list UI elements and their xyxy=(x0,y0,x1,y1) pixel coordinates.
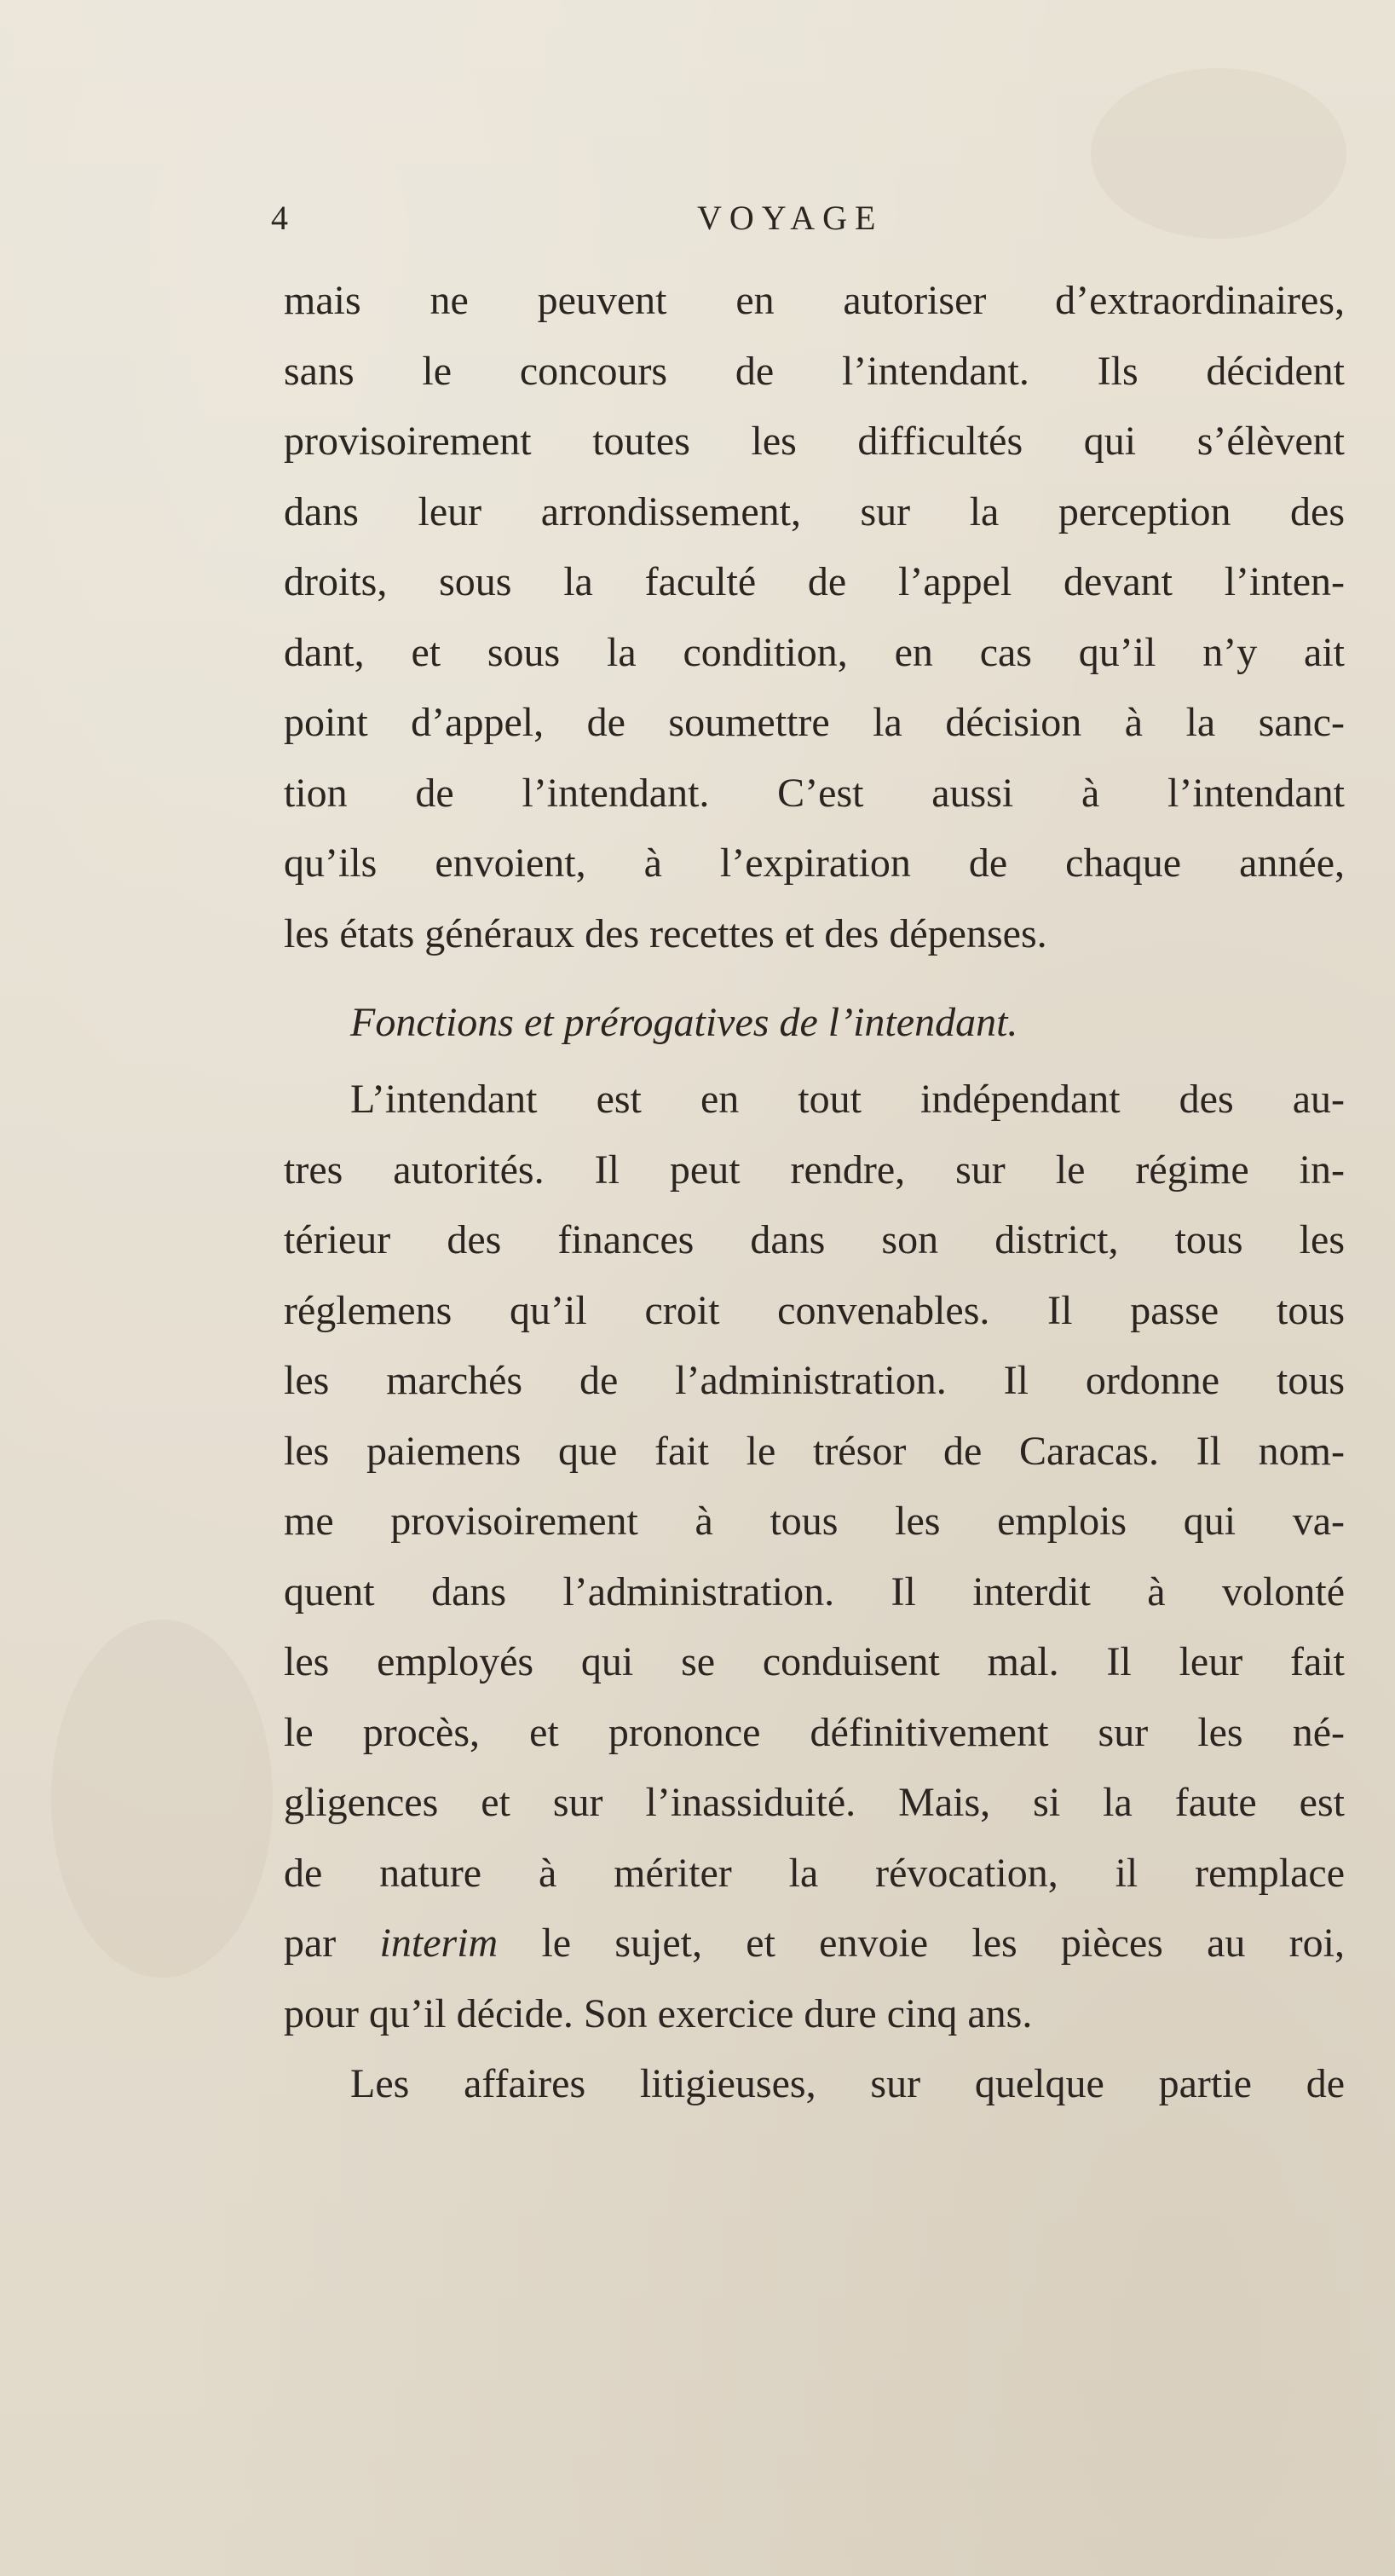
italic-term: interim xyxy=(379,1920,499,1966)
text-line: de nature à mériter la révocation, il remplace xyxy=(284,1850,1345,1896)
text-fragment: le sujet, et envoie les pièces au roi, xyxy=(498,1920,1345,1966)
section-heading: Fonctions et prérogatives de l’intendant. xyxy=(350,1000,1018,1045)
text-line: provisoirement toutes les difficultés qui s’élèvent xyxy=(284,419,1345,464)
page-header xyxy=(271,198,1345,249)
text-line xyxy=(284,1909,1345,1979)
text-line: me provisoirement à tous les emplois qui va- xyxy=(284,1499,1345,1544)
text-line: gligences et sur l’inassiduité. Mais, si la faute est xyxy=(284,1780,1345,1825)
text-line: mais ne peuvent en autoriser d’extraordinaires, xyxy=(284,278,1345,323)
paper-stain xyxy=(51,1620,273,1978)
text-line: point d’appel, de soumettre la décision à la sanc- xyxy=(284,700,1345,745)
text-line: les paiemens que fait le trésor de Caracas. Il nom- xyxy=(284,1428,1345,1474)
text-line: qu’ils envoient, à l’expiration de chaque année, xyxy=(284,840,1345,886)
text-line: L’intendant est en tout indépendant des au- xyxy=(350,1077,1345,1122)
text-line: dans leur arrondissement, sur la perception des xyxy=(284,488,1345,534)
page-number: 4 xyxy=(271,199,289,237)
text-line: tion de l’intendant. C’est aussi à l’intendant xyxy=(284,770,1345,816)
paragraph-1 xyxy=(284,266,1345,969)
text-line: droits, sous la faculté de l’appel devant l’inten- xyxy=(284,559,1345,604)
text-line: pour qu’il décide. Son exercice dure cinq ans. xyxy=(284,1990,1033,2036)
text-body xyxy=(284,266,1345,2120)
text-line: les marchés de l’administration. Il ordonne tous xyxy=(284,1358,1345,1403)
text-line: térieur des finances dans son district, tous les xyxy=(284,1217,1345,1262)
text-line: dant, et sous la condition, en cas qu’il n’y ait xyxy=(284,629,1345,675)
text-line: sans le concours de l’intendant. Ils décident xyxy=(284,348,1345,394)
text-line: réglemens qu’il croit convenables. Il passe tous xyxy=(284,1287,1345,1333)
text-line: les employés qui se conduisent mal. Il leur fait xyxy=(284,1639,1345,1684)
text-line: les états généraux des recettes et des dépenses. xyxy=(284,910,1047,956)
text-line: Les affaires litigieuses, sur quelque partie de xyxy=(350,2061,1345,2106)
paragraph-2 xyxy=(284,1065,1345,2049)
paragraph-3 xyxy=(284,2049,1345,2120)
running-title: VOYAGE xyxy=(697,199,884,237)
text-line: tres autorités. Il peut rendre, sur le régime in- xyxy=(284,1146,1345,1193)
text-line: le procès, et prononce définitivement sur les né- xyxy=(284,1709,1345,1755)
text-fragment: par xyxy=(284,1920,380,1966)
text-line: quent dans l’administration. Il interdit à volonté xyxy=(284,1568,1345,1614)
